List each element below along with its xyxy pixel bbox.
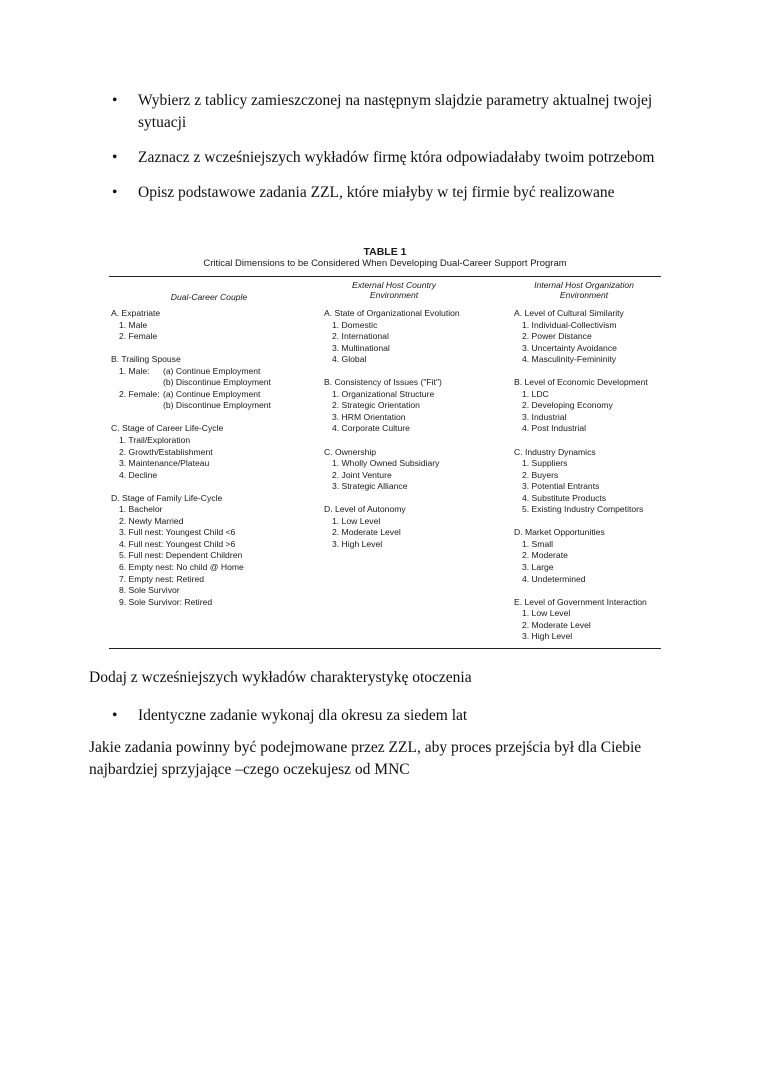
list-item: 3. Strategic Alliance (332, 481, 408, 492)
table-top-rule (109, 276, 661, 277)
group-expatriate (111, 308, 311, 343)
task-text: Zaznacz z wcześniejszych wykładów firmę która odpowiadałaby twoim potrzebom (138, 149, 655, 166)
task-text: Wybierz z tablicy zamieszczonej na następnym slajdzie parametry aktualnej twojej sytuacji (138, 92, 653, 131)
group-cultural-similarity (514, 308, 684, 366)
list-item: 2. International (332, 331, 389, 342)
list-item: 1. Domestic (332, 319, 378, 330)
list-item: 4. Masculinity-Femininity (522, 354, 617, 365)
list-item: 3. Potential Entrants (522, 481, 600, 492)
item-text: (b) Discontinue Employment (163, 400, 271, 411)
list-item: 3. High Level (522, 631, 573, 642)
list-item: 4. Corporate Culture (332, 423, 410, 434)
group-trailing-spouse (111, 354, 311, 412)
group-title: A. Level of Cultural Similarity (514, 308, 624, 318)
list-item: 1. Bachelor (119, 504, 163, 515)
task-item (112, 147, 672, 169)
list-item: 5. Full nest: Dependent Children (119, 550, 243, 561)
bullet-icon: • (112, 184, 118, 201)
list-item: 4. Decline (119, 469, 158, 480)
group-title: B. Consistency of Issues ("Fit") (324, 377, 442, 388)
item-text: (a) Continue Employment (163, 365, 261, 376)
table-subtitle: Critical Dimensions to be Considered When Developing Dual-Career Support Program (203, 258, 567, 269)
list-item: 2. Joint Venture (332, 469, 392, 480)
list-item: 3. Maintenance/Plateau (119, 458, 210, 469)
column-couple (111, 308, 311, 620)
list-item: 2. Moderate Level (332, 527, 401, 538)
list-item: 2. Strategic Orientation (332, 400, 420, 411)
item-label: 2. Female: (119, 388, 160, 399)
group-org-evolution (324, 308, 499, 366)
list-item: 3. Uncertainty Avoidance (522, 342, 617, 353)
list-item (111, 400, 311, 412)
group-industry-dynamics (514, 447, 684, 516)
list-item: 1. Small (522, 538, 554, 549)
group-market-opportunities (514, 527, 684, 585)
list-item: 4. Substitute Products (522, 492, 607, 503)
item-text: (a) Continue Employment (163, 388, 261, 399)
column-internal (514, 308, 684, 654)
list-item: 3. HRM Orientation (332, 411, 406, 422)
column-header-couple: Dual-Career Couple (170, 292, 248, 302)
list-item: 2. Moderate Level (522, 619, 591, 630)
column-header-line: Environment (369, 290, 419, 300)
list-item: 7. Empty nest: Retired (119, 573, 205, 584)
list-item: 4. Full nest: Youngest Child >6 (119, 538, 236, 549)
bullet-icon: • (112, 707, 118, 724)
list-item: 4. Global (332, 354, 367, 365)
task-item (112, 705, 467, 727)
paragraph-environment: Dodaj z wcześniejszych wykładów charakterystykę otoczenia (89, 669, 472, 686)
group-family-life-cycle (111, 493, 311, 608)
list-item: 1. Wholly Owned Subsidiary (332, 458, 440, 469)
task-list (112, 90, 672, 217)
group-government-interaction (514, 597, 684, 643)
bullet-icon: • (112, 149, 118, 166)
group-title: D. Market Opportunities (514, 527, 605, 538)
group-ownership (324, 447, 499, 493)
group-title: B. Trailing Spouse (111, 354, 181, 365)
list-item (111, 389, 311, 401)
table-title: TABLE 1 (363, 246, 407, 258)
list-item: 3. Multinational (332, 342, 390, 353)
list-item: 2. Newly Married (119, 515, 184, 526)
list-item: 6. Empty nest: No child @ Home (119, 562, 244, 573)
group-title: D. Stage of Family Life-Cycle (111, 492, 223, 503)
list-item: 3. Full nest: Youngest Child <6 (119, 527, 236, 538)
list-item: 1. LDC (522, 388, 549, 399)
group-autonomy (324, 504, 499, 550)
group-title: B. Level of Economic Development (514, 377, 648, 388)
column-external (324, 308, 499, 562)
list-item: 1. Organizational Structure (332, 388, 435, 399)
list-item: 2. Growth/Establishment (119, 446, 213, 457)
item-label: 1. Male: (119, 365, 150, 376)
bullet-icon: • (112, 92, 118, 109)
task-item (112, 182, 672, 204)
group-title: D. Level of Autonomy (324, 504, 406, 515)
column-header-line: External Host Country (351, 280, 437, 290)
group-title: C. Ownership (324, 446, 377, 457)
list-item: 1. Trail/Exploration (119, 435, 191, 446)
group-title: C. Industry Dynamics (514, 446, 596, 457)
list-item: 2. Moderate (522, 550, 568, 561)
column-header-line: Environment (559, 290, 609, 300)
group-consistency (324, 377, 499, 435)
column-header-internal (499, 280, 669, 300)
list-item: 8. Sole Survivor (119, 585, 180, 596)
list-item: 3. Large (522, 562, 554, 573)
list-item (111, 377, 311, 389)
list-item: 2. Female (119, 331, 158, 342)
paragraph-question: Jakie zadania powinny być podejmowane przez ZZL, aby proces przejścia był dla Ciebie najbardziej sprzyjające –czego oczekujesz od MNC (89, 739, 642, 778)
list-item: 2. Developing Economy (522, 400, 613, 411)
group-economic-development (514, 377, 684, 435)
list-item: 2. Buyers (522, 469, 559, 480)
list-item: 4. Undetermined (522, 573, 586, 584)
list-item: 1. Suppliers (522, 458, 568, 469)
task-item (112, 90, 672, 134)
column-header-line: Internal Host Organization (534, 280, 634, 290)
list-item: 9. Sole Survivor: Retired (119, 596, 213, 607)
list-item: 1. Low Level (332, 515, 381, 526)
list-item: 3. Industrial (522, 411, 567, 422)
column-header-external (319, 280, 469, 300)
list-item (111, 366, 311, 378)
list-item: 1. Low Level (522, 608, 571, 619)
item-text: (b) Discontinue Employment (163, 377, 271, 388)
list-item: 1. Male (119, 319, 148, 330)
task-text: Opisz podstawowe zadania ZZL, które miałyby w tej firmie być realizowane (138, 184, 615, 201)
list-item: 3. High Level (332, 538, 383, 549)
group-title: A. State of Organizational Evolution (324, 308, 460, 318)
group-title: C. Stage of Career Life-Cycle (111, 423, 224, 434)
list-item: 1. Individual-Collectivism (522, 319, 617, 330)
list-item: 5. Existing Industry Competitors (522, 504, 644, 515)
group-title: E. Level of Government Interaction (514, 596, 647, 607)
dimensions-table (109, 246, 661, 650)
group-career-life-cycle (111, 423, 311, 481)
task-text: Identyczne zadanie wykonaj dla okresu za siedem lat (138, 707, 468, 724)
group-title: A. Expatriate (111, 308, 161, 318)
list-item: 2. Power Distance (522, 331, 592, 342)
list-item: 4. Post Industrial (522, 423, 587, 434)
